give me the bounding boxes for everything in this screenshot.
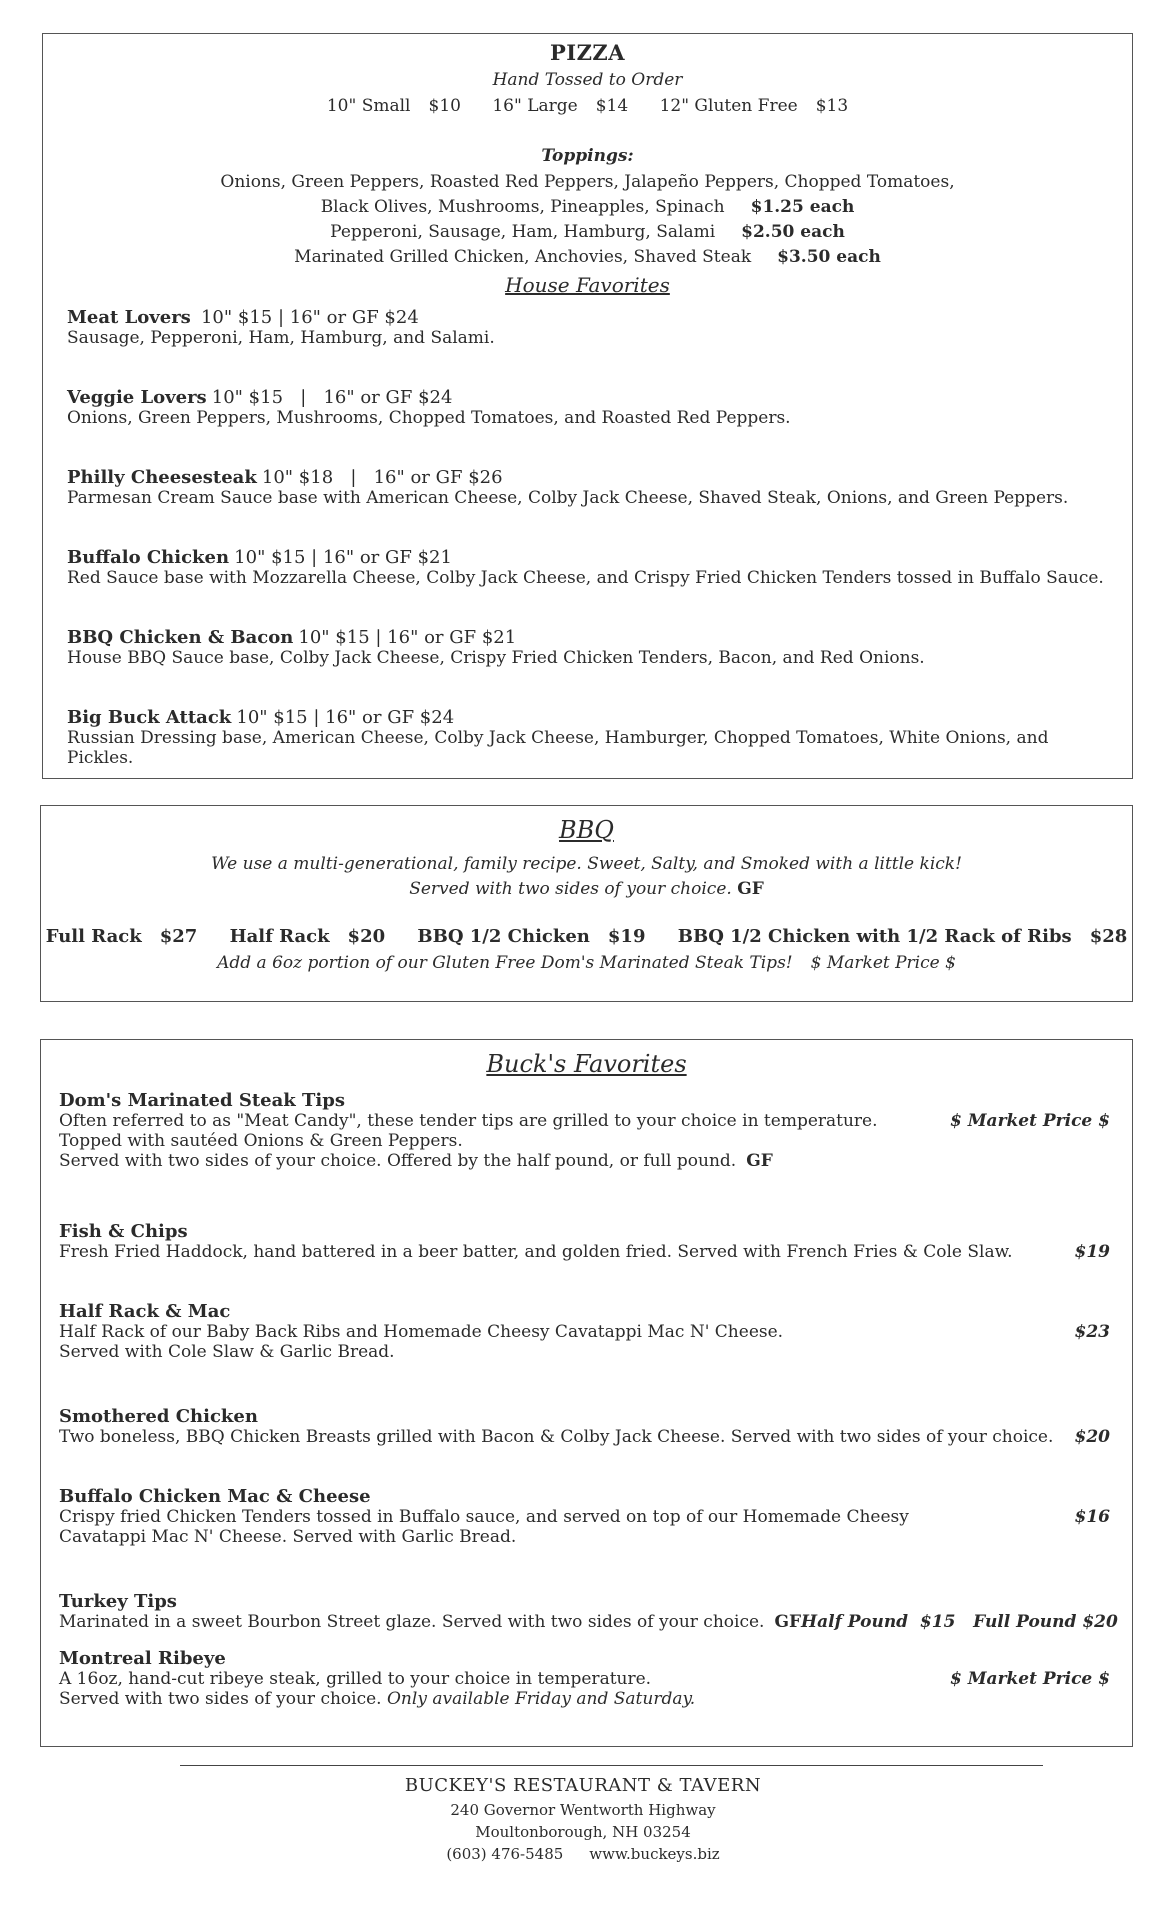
toppings-line-3: Pepperoni, Sausage, Ham, Hamburg, Salami $2.50 each [330, 222, 845, 242]
pizza-item-veggie-lovers: Veggie Lovers 10" $15 | 16" or GF $24 Onions, Green Peppers, Mushrooms, Chopped Tomatoes, and Roasted Red Peppers. [67, 387, 791, 428]
bbq-description: We use a multi-generational, family recipe. Sweet, Salty, and Smoked with a little kick! [211, 854, 962, 874]
pizza-item-meat-lovers: Meat Lovers 10" $15 | 16" or GF $24 Sausage, Pepperoni, Ham, Hamburg, and Salami. [67, 307, 495, 348]
bbq-option-label: BBQ 1/2 Chicken [417, 926, 590, 947]
fav-item-half-rack-mac: Half Rack & Mac Half Rack of our Baby Back Ribs and Homemade Cheesy Cavatappi Mac N' Cheese. $23 Served with Cole Slaw & Garlic Bread. [59, 1301, 1110, 1362]
favorites-title: Buck's Favorites [486, 1050, 687, 1078]
size-gf-label: 12" Gluten Free [659, 96, 798, 116]
contact-line [0, 1845, 1166, 1863]
toppings-line-2: Black Olives, Mushrooms, Pineapples, Spinach $1.25 each [320, 197, 855, 217]
toppings-line-4: Marinated Grilled Chicken, Anchovies, Shaved Steak $3.50 each [294, 247, 881, 267]
address-line-1: 240 Governor Wentworth Highway [450, 1801, 716, 1819]
bbq-gf-badge: GF [737, 879, 764, 899]
size-large-price: $14 [595, 96, 629, 116]
bbq-option-label: BBQ 1/2 Chicken with 1/2 Rack of Ribs [677, 926, 1072, 947]
bbq-option-price: $28 [1089, 926, 1128, 947]
restaurant-name: BUCKEY'S RESTAURANT & TAVERN [404, 1775, 762, 1796]
bbq-sides-line: Served with two sides of your choice. GF [409, 879, 764, 899]
bbq-option-price: $27 [159, 926, 198, 947]
pizza-item-buffalo-chicken: Buffalo Chicken 10" $15 | 16" or GF $21 Red Sauce base with Mozzarella Cheese, Colby Jack Cheese, and Crispy Fried Chicken Tenders tossed in Buffalo Sauce. [67, 547, 1104, 588]
pizza-item-big-buck-attack: Big Buck Attack 10" $15 | 16" or GF $24 Russian Dressing base, American Cheese, Colby Jack Cheese, Hamburger, Chopped Tomatoes, White Onions, and Pickles. [67, 707, 1049, 768]
footer-divider [180, 1765, 1043, 1766]
pizza-sizes [43, 96, 1132, 116]
size-large-label: 16" Large [492, 96, 578, 116]
bbq-title: BBQ [559, 816, 614, 844]
pizza-item-bbq-chicken-bacon: BBQ Chicken & Bacon 10" $15 | 16" or GF $21 House BBQ Sauce base, Colby Jack Cheese, Crispy Fried Chicken Tenders, Bacon, and Red Onions. [67, 627, 925, 668]
toppings-title: Toppings: [541, 146, 634, 166]
pizza-title: PIZZA [549, 40, 626, 65]
fav-item-buffalo-mac: Buffalo Chicken Mac & Cheese Crispy fried Chicken Tenders tossed in Buffalo sauce, and served on top of our Homemade Cheesy $16 Cavatappi Mac N' Cheese. Served with Garlic Bread. [59, 1486, 1110, 1547]
bbq-option-label: Half Rack [229, 926, 330, 947]
bbq-addon: Add a 6oz portion of our Gluten Free Dom's Marinated Steak Tips! $ Market Price $ [217, 953, 956, 973]
pizza-section [42, 33, 1133, 779]
fav-item-steak-tips: Dom's Marinated Steak Tips Often referred to as "Meat Candy", these tender tips are grilled to your choice in temperature. $ Market Price $ Topped with sautéed Onions & Green Peppers. Served with two sides of your choice. Offered by the half pound, or full pound. GF [59, 1090, 1110, 1171]
toppings-line-1: Onions, Green Peppers, Roasted Red Peppers, Jalapeño Peppers, Chopped Tomatoes, [220, 172, 955, 192]
toppings-price-2: $2.50 each [741, 222, 845, 242]
toppings-price-1: $1.25 each [750, 197, 855, 217]
phone-number: (603) 476-5485 [446, 1845, 564, 1863]
size-gf-price: $13 [815, 96, 849, 116]
fav-item-fish-chips: Fish & Chips Fresh Fried Haddock, hand battered in a beer batter, and golden fried. Served with French Fries & Cole Slaw. $19 [59, 1221, 1110, 1262]
size-small-label: 10" Small [326, 96, 411, 116]
bbq-option-price: $20 [347, 926, 386, 947]
fav-item-turkey-tips: Turkey Tips Marinated in a sweet Bourbon Street glaze. Served with two sides of your choice. GF Half Pound $15 Full Pound $20 [59, 1591, 1118, 1632]
gf-badge: GF [774, 1612, 802, 1632]
website-link[interactable]: www.buckeys.biz [589, 1845, 720, 1863]
bbq-section [40, 805, 1133, 1002]
address-line-2: Moultonborough, NH 03254 [475, 1823, 691, 1841]
toppings-price-3: $3.50 each [777, 247, 881, 267]
fav-item-smothered-chicken: Smothered Chicken Two boneless, BBQ Chicken Breasts grilled with Bacon & Colby Jack Cheese. Served with two sides of your choice. $20 [59, 1406, 1110, 1447]
bucks-favorites-section [40, 1039, 1133, 1747]
size-small-price: $10 [428, 96, 461, 116]
fav-item-montreal-ribeye: Montreal Ribeye A 16oz, hand-cut ribeye steak, grilled to your choice in temperature. $ Market Price $ Served with two sides of your choice. Only available Friday and Saturday. [59, 1648, 1110, 1709]
gf-badge: GF [746, 1151, 773, 1171]
bbq-option-price: $19 [607, 926, 646, 947]
pizza-item-philly-cheesesteak: Philly Cheesesteak 10" $18 | 16" or GF $26 Parmesan Cream Sauce base with American Cheese, Colby Jack Cheese, Shaved Steak, Onions, and Green Peppers. [67, 467, 1069, 508]
bbq-addon-price: $ Market Price $ [810, 953, 956, 973]
house-favorites-title: House Favorites [505, 273, 670, 297]
bbq-options [41, 926, 1132, 947]
pizza-subtitle: Hand Tossed to Order [492, 70, 683, 90]
bbq-option-label: Full Rack [45, 926, 142, 947]
